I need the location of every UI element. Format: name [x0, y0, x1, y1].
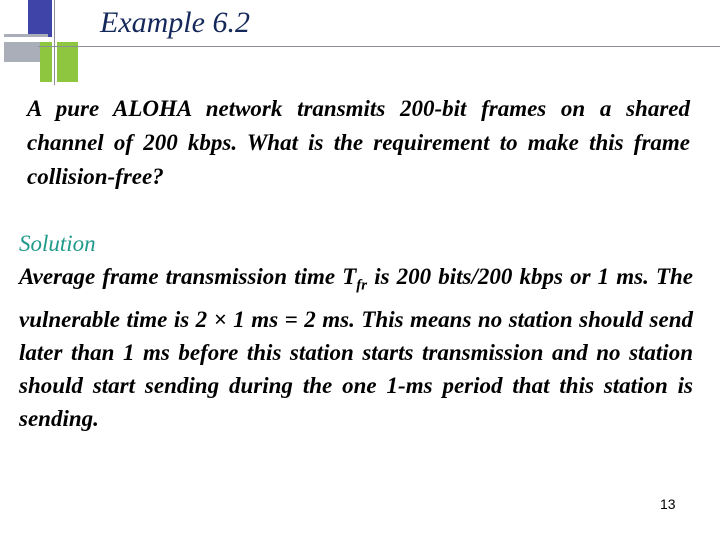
- solution-text-part2: is 200 bits/200 kbps or 1 ms. The vulnerable time is 2 × 1 ms = 2 ms. This means no station should send later than 1 ms before this station starts transmission and no station should start sending during the one 1-ms period that this station is sending.: [19, 264, 693, 431]
- solution-text: [19, 260, 693, 435]
- logo-white-bar-horizontal: [0, 37, 100, 42]
- logo-green-square: [40, 42, 78, 82]
- solution-subscript: fr: [356, 277, 368, 294]
- logo-blue-square: [28, 0, 54, 38]
- title-divider: [38, 46, 720, 47]
- decorative-squares-logo: [0, 0, 100, 85]
- solution-heading: Solution: [19, 231, 96, 256]
- slide-title: Example 6.2: [100, 6, 250, 39]
- page-number: 13: [660, 496, 676, 512]
- logo-gray-line: [54, 0, 55, 85]
- solution-text-part1: Average frame transmission time T: [19, 264, 357, 289]
- problem-statement: A pure ALOHA network transmits 200-bit frames on a shared channel of 200 kbps. What is the requirement to make this frame collision-free?: [27, 96, 690, 189]
